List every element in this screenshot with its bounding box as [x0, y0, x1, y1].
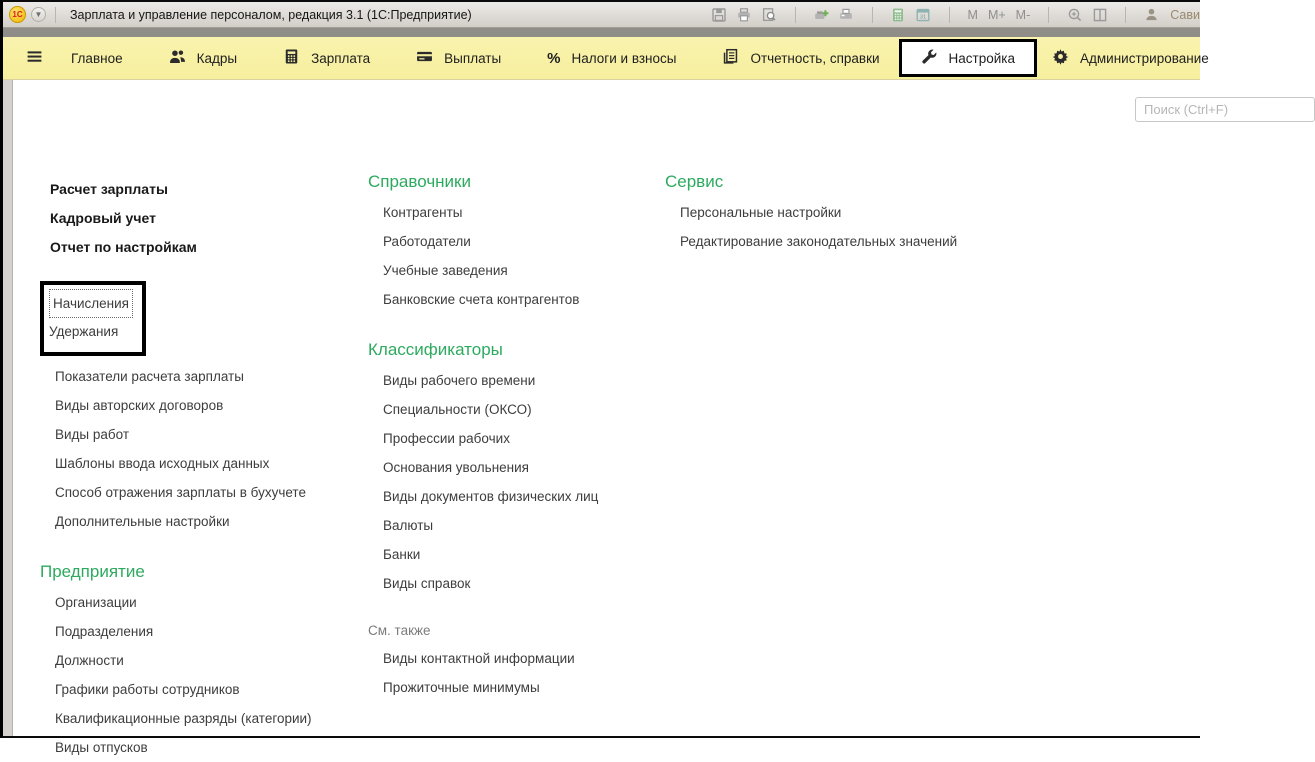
wrench-icon — [921, 48, 938, 68]
column-directories — [368, 172, 668, 702]
link-redaktirovanie-zakonodatelnykh[interactable]: Редактирование законодательных значений — [680, 234, 958, 249]
1c-logo-icon: 1С — [9, 6, 26, 23]
link-professii-rabochikh[interactable]: Профессии рабочих — [383, 431, 510, 446]
titlebar-toolbar — [711, 6, 1200, 23]
link-pokazateli-rascheta[interactable]: Показатели расчета зарплаты — [55, 369, 244, 384]
link-raschet-zarplaty[interactable]: Расчет зарплаты — [50, 181, 168, 197]
gear-icon — [1052, 48, 1069, 68]
section-menu-bar — [3, 37, 1209, 80]
memory-m-minus-button[interactable]: M- — [1015, 7, 1031, 22]
link-uderzhaniya[interactable]: Удержания — [49, 324, 119, 339]
link-banki[interactable]: Банки — [383, 547, 421, 562]
tab-label: Налоги и взносы — [571, 50, 677, 66]
attach-file-icon[interactable] — [813, 6, 830, 23]
tab-label: Выплаты — [444, 50, 502, 66]
tab-glavnoe[interactable] — [56, 37, 138, 79]
link-vidy-avtorskikh-dogovorov[interactable]: Виды авторских договоров — [55, 398, 224, 413]
link-kvalifikatsionnye-razryady[interactable]: Квалификационные разряды (категории) — [55, 711, 312, 726]
tab-label: Зарплата — [311, 50, 371, 66]
link-osnovaniya-uvolneniya[interactable]: Основания увольнения — [383, 460, 529, 475]
link-dolzhnosti[interactable]: Должности — [55, 653, 124, 668]
link-vidy-rabochego-vremeni[interactable]: Виды рабочего времени — [383, 373, 536, 388]
system-menu-dropdown[interactable]: ▼ — [31, 7, 46, 22]
left-window-gutter — [3, 80, 13, 736]
enterprise-links-group — [40, 588, 350, 762]
payment-card-icon — [416, 48, 433, 68]
see-also-links-group — [368, 644, 668, 702]
window-title: Зарплата и управление персоналом, редакция 3.1 (1С:Предприятие) — [70, 7, 472, 22]
tab-vyplaty[interactable] — [401, 37, 516, 79]
divider — [949, 7, 950, 23]
link-prozhitochnye-minimumy[interactable]: Прожиточные минимумы — [383, 680, 540, 695]
tab-kadry[interactable] — [154, 37, 252, 79]
link-vidy-spravok[interactable]: Виды справок — [383, 576, 471, 591]
link-spetsialnosti-okso[interactable]: Специальности (ОКСО) — [383, 402, 532, 417]
divider — [795, 7, 796, 23]
tab-label: Главное — [71, 50, 123, 66]
search-input[interactable] — [1135, 97, 1315, 122]
link-grafiki-raboty[interactable]: Графики работы сотрудников — [55, 682, 240, 697]
tab-administrirovanie[interactable] — [1037, 37, 1224, 79]
link-nachisleniya[interactable] — [49, 289, 133, 318]
heading-predpriyatie[interactable]: Предприятие — [40, 562, 145, 581]
calculator-icon[interactable] — [890, 6, 907, 23]
link-sposob-otrazheniya[interactable]: Способ отражения зарплаты в бухучете — [55, 485, 306, 500]
link-shablony-vvoda[interactable]: Шаблоны ввода исходных данных — [55, 456, 270, 471]
reports-icon — [722, 48, 739, 68]
svg-text:31: 31 — [919, 14, 927, 21]
link-valyuty[interactable]: Валюты — [383, 518, 434, 533]
tab-nalogi-vznosy[interactable] — [532, 37, 691, 79]
current-user-name[interactable]: Сави — [1170, 7, 1200, 22]
calendar-icon[interactable] — [915, 6, 932, 23]
section-panel — [3, 80, 1200, 755]
tab-zarplata[interactable] — [268, 37, 385, 79]
link-vidy-dokumentov-fizlits[interactable]: Виды документов физических лиц — [383, 489, 599, 504]
payroll-links-group — [40, 362, 350, 536]
highlight-box-nachisleniya-uderzhaniya — [40, 281, 146, 356]
column-service — [665, 172, 1095, 256]
link-rabotodateli[interactable]: Работодатели — [383, 234, 471, 249]
divider — [55, 7, 56, 23]
zoom-in-icon[interactable] — [1066, 6, 1083, 23]
divider — [872, 7, 873, 23]
memory-m-button[interactable]: M — [967, 7, 978, 22]
tab-label: Настройка — [948, 50, 1016, 66]
fax-icon[interactable] — [838, 6, 855, 23]
link-personalnye-nastroyki[interactable]: Персональные настройки — [680, 205, 842, 220]
link-kadrovyy-uchet[interactable]: Кадровый учет — [50, 210, 156, 226]
main-menu-button[interactable] — [13, 37, 56, 79]
link-bankovskie-scheta[interactable]: Банковские счета контрагентов — [383, 292, 580, 307]
window-edge-strip — [3, 28, 1200, 37]
service-links-group — [665, 198, 1095, 256]
heading-klassifikatory[interactable]: Классификаторы — [368, 340, 503, 359]
hamburger-icon — [26, 48, 43, 68]
tab-label: Отчетность, справки — [750, 50, 880, 66]
heading-servis[interactable]: Сервис — [665, 172, 724, 191]
user-icon[interactable] — [1143, 6, 1160, 23]
divider — [1125, 7, 1126, 23]
calculator-icon — [283, 48, 300, 68]
divider — [1048, 7, 1049, 23]
percent-icon: % — [547, 49, 561, 67]
link-vidy-kontaktnoy-informatsii[interactable]: Виды контактной информации — [383, 651, 575, 666]
link-vidy-rabot[interactable]: Виды работ — [55, 427, 130, 442]
print-preview-icon[interactable] — [761, 6, 778, 23]
classifiers-links-group — [368, 366, 668, 598]
focused-link-outline: Начисления — [49, 289, 133, 318]
memory-m-plus-button[interactable]: M+ — [987, 7, 1006, 22]
tab-otchetnost-spravki[interactable] — [707, 37, 894, 79]
link-vidy-otpuskov[interactable]: Виды отпусков — [55, 740, 148, 755]
link-dopolnitelnye-nastroyki[interactable]: Дополнительные настройки — [55, 514, 230, 529]
save-icon[interactable] — [711, 6, 728, 23]
link-uchebnye-zavedeniya[interactable]: Учебные заведения — [383, 263, 508, 278]
print-icon[interactable] — [736, 6, 753, 23]
people-icon — [169, 48, 186, 68]
link-kontragenty[interactable]: Контрагенты — [383, 205, 463, 220]
column-payroll — [40, 175, 350, 762]
link-podrazdeleniya[interactable]: Подразделения — [55, 624, 154, 639]
directories-links-group — [368, 198, 668, 314]
link-otchet-po-nastroykam[interactable]: Отчет по настройкам — [50, 239, 197, 255]
tab-label: Администрирование — [1080, 50, 1209, 66]
heading-sm-takzhe: См. также — [368, 623, 431, 638]
split-view-icon[interactable] — [1091, 6, 1108, 23]
heading-spravochniki[interactable]: Справочники — [368, 172, 471, 191]
tab-label: Кадры — [196, 50, 238, 66]
link-organizatsii[interactable]: Организации — [55, 595, 137, 610]
title-bar — [3, 2, 1200, 28]
tab-nastroyka-highlighted[interactable] — [899, 39, 1037, 77]
